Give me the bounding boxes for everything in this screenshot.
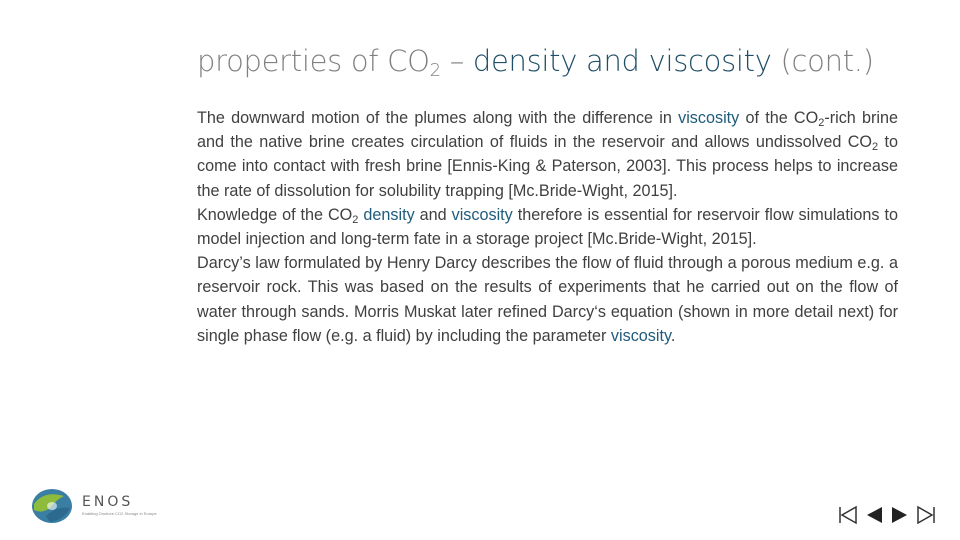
text-run: -rich brine and the native brine creates circulation of fluids in the reservoir and allows undissolved CO (197, 109, 899, 152)
next-slide-icon[interactable] (890, 504, 910, 526)
text-run: The downward motion of the plumes along with the difference in (197, 109, 679, 127)
subscript: 2 (818, 117, 825, 129)
title-suffix: (cont.) (771, 44, 874, 78)
title-subscript: 2 (429, 60, 441, 81)
title-dash: – (440, 44, 473, 78)
previous-slide-icon[interactable] (864, 504, 884, 526)
keyword-viscosity: viscosity (678, 109, 740, 127)
paragraph-2 (197, 203, 898, 251)
slide-navigation (838, 504, 936, 526)
text-run: therefore is essential for reservoir flow simulations to model injection and long-term fate in a storage project [Mc.Bride-Wight, 2015]. (197, 205, 898, 249)
slide-body (197, 106, 898, 348)
keyword-viscosity: viscosity (451, 205, 513, 224)
paragraph-1 (197, 106, 898, 203)
subscript: 2 (352, 213, 359, 226)
keyword-viscosity: viscosity (610, 326, 671, 345)
subscript: 2 (872, 141, 879, 154)
text-run: Knowledge of the CO (197, 205, 353, 224)
text-run: Darcy’s law formulated by Henry Darcy describes the flow of fluid through a porous medium e.g. a reservoir rock. This was based on the results of experiments that he carried out on the flow of water through sands. Morris Muskat later refined Darcy‘s equation (shown in more detail next) for single phase flow (e.g. a fluid) by including the parameter (197, 254, 898, 345)
text-run: and (414, 205, 452, 224)
logo-tagline: Enabling Onshore CO2 Storage in Europe (82, 511, 157, 516)
slide-title (197, 44, 874, 81)
text-run: of the CO (739, 109, 819, 127)
title-highlight: density and viscosity (472, 44, 772, 78)
logo-name: ENOS (82, 494, 134, 510)
keyword-density: density (363, 205, 415, 224)
first-slide-icon[interactable] (838, 504, 858, 526)
paragraph-3 (197, 251, 898, 348)
last-slide-icon[interactable] (916, 504, 936, 526)
text-run: . (670, 326, 676, 345)
text-run: to come into contact with fresh brine [Ennis-King & Paterson, 2003]. This process helps to increase the rate of dissolution for solubility trapping [Mc.Bride-Wight, 2015]. (197, 133, 898, 200)
title-prefix: properties of CO (197, 44, 430, 78)
